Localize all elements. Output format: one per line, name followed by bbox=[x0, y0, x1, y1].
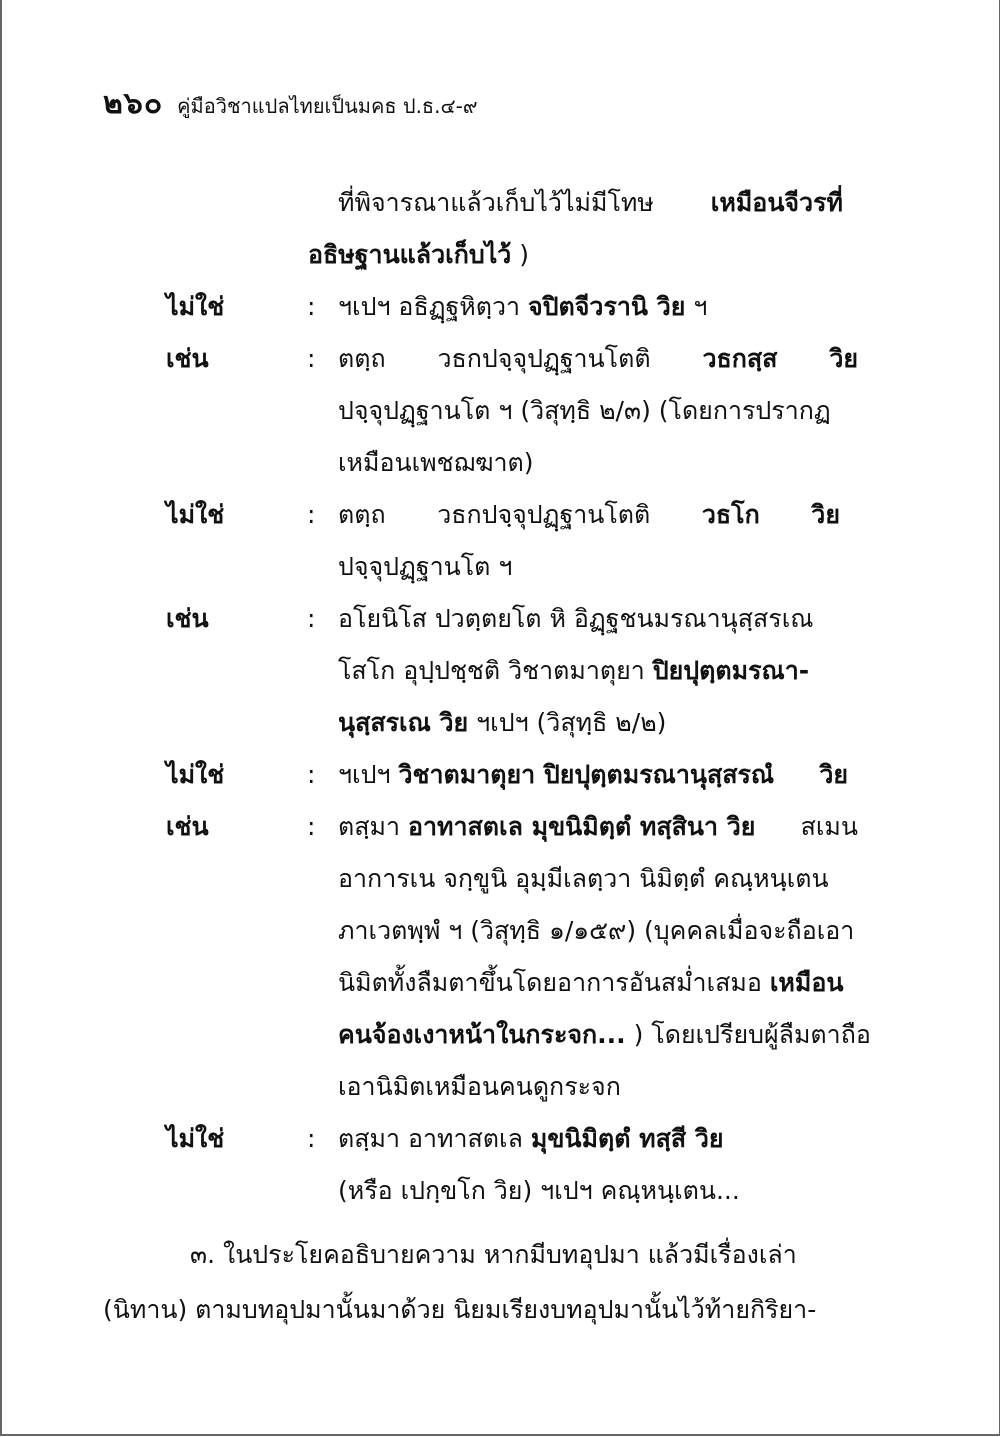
text-segment-bold: อาทาสตเล มุขนิมิตฺตํ ทสฺสินา วิย bbox=[407, 812, 756, 841]
text-segment: วธกปจฺจุปฏฺฐานโตติ bbox=[437, 500, 651, 529]
page-header bbox=[103, 80, 478, 120]
paragraph-line: ๓. ในประโยคอธิบายความ หากมีบทอุปมา แล้วมีเรื่องเล่า bbox=[190, 1240, 797, 1269]
text-segment-bold: วิย bbox=[819, 760, 848, 789]
example-line bbox=[338, 1119, 724, 1163]
text-segment: ตตฺถ bbox=[338, 500, 386, 529]
example-label: เช่น bbox=[166, 812, 209, 841]
text-segment-bold: วิย bbox=[811, 500, 840, 529]
example-line bbox=[338, 1015, 871, 1059]
text-segment-bold: จปิตจีวรานิ วิย bbox=[528, 292, 686, 321]
text-segment: วธกปจฺจุปฏฺฐานโตติ bbox=[437, 344, 651, 373]
example-label: ไม่ใช่ bbox=[166, 1124, 225, 1153]
example-label: เช่น bbox=[166, 344, 209, 373]
text-segment-bold: เหมือน bbox=[769, 968, 844, 997]
intro-line-2 bbox=[308, 235, 529, 279]
example-label: ไม่ใช่ bbox=[166, 760, 225, 789]
example-line: อโยนิโส ปวตฺตยโต หิ อิฏฺฐชนมรณานุสฺสรเณ bbox=[338, 604, 814, 633]
text-segment-bold: คนจ้องเงาหน้าในกระจก... bbox=[338, 1020, 626, 1049]
text-segment-bold: วธโก bbox=[701, 500, 760, 529]
example-line bbox=[338, 651, 809, 695]
text-segment: ที่พิจารณาแล้วเก็บไว้ไม่มีโทษ bbox=[338, 188, 654, 217]
text-segment: ตสฺมา bbox=[338, 812, 408, 841]
text-segment: นิมิตทั้งลืมตาขึ้นโดยอาการอันสม่ำเสมอ bbox=[338, 968, 770, 997]
example-line: ปจฺจุปฏฺฐานโต ฯ bbox=[338, 552, 513, 581]
example-line bbox=[338, 703, 666, 747]
label-colon: : bbox=[307, 292, 316, 321]
text-segment-bold: วิย bbox=[829, 344, 858, 373]
label-colon: : bbox=[307, 1124, 316, 1153]
text-segment: ฯเปฯ อธิฏฺฐหิตฺวา bbox=[338, 292, 529, 321]
example-line: ภาเวตพฺพํ ฯ (วิสุทฺธิ ๑/๑๕๙) (บุคคลเมื่อจะถือเอา bbox=[338, 916, 855, 945]
book-title: คู่มือวิชาแปลไทยเป็นมคธ ป.ธ.๔-๙ bbox=[177, 94, 478, 118]
text-segment: ฯเปฯ bbox=[338, 760, 399, 789]
example-label: เช่น bbox=[166, 604, 209, 633]
text-segment: ) bbox=[511, 240, 530, 269]
example-line bbox=[338, 963, 843, 1007]
text-segment-bold: วิชาตมาตุยา ปิยปุตฺตมรณานุสฺสรณํ bbox=[398, 760, 775, 789]
example-line: (หรือ เปกฺขโก วิย) ฯเปฯ คณฺหนฺเตน... bbox=[338, 1176, 740, 1205]
example-label: ไม่ใช่ bbox=[166, 500, 225, 529]
example-line: อาการเน จกฺขูนิ อุมฺมีเลตฺวา นิมิตฺตํ คณฺหนฺเตน bbox=[338, 864, 829, 893]
label-colon: : bbox=[307, 604, 316, 633]
label-colon: : bbox=[307, 812, 316, 841]
example-line: เหมือนเพชฌฆาต) bbox=[338, 448, 534, 477]
text-segment-bold: อธิษฐานแล้วเก็บไว้ bbox=[308, 240, 512, 269]
example-line: ปจฺจุปฏฺฐานโต ฯ (วิสุทฺธิ ๒/๓) (โดยการปรากฏ bbox=[338, 396, 831, 425]
text-segment: ตตฺถ bbox=[338, 344, 386, 373]
example-line: เอานิมิตเหมือนคนดูกระจก bbox=[338, 1072, 621, 1101]
example-line bbox=[338, 755, 848, 799]
text-segment-bold: วธกสฺส bbox=[702, 344, 778, 373]
example-line bbox=[338, 495, 840, 539]
label-colon: : bbox=[307, 500, 316, 529]
label-colon: : bbox=[307, 344, 316, 373]
example-line bbox=[338, 807, 858, 851]
text-segment-bold: ปิยปุตฺตมรณา- bbox=[652, 656, 810, 685]
example-line bbox=[338, 287, 707, 331]
text-segment: ) โดยเปรียบผู้ลืมตาถือ bbox=[625, 1020, 871, 1049]
text-segment-bold: มุขนิมิตฺตํ ทสฺสี วิย bbox=[530, 1124, 724, 1153]
intro-line-1 bbox=[338, 183, 843, 227]
example-label: ไม่ใช่ bbox=[166, 292, 225, 321]
text-segment-bold: เหมือนจีวรที่ bbox=[710, 188, 843, 217]
label-colon: : bbox=[307, 760, 316, 789]
text-segment: ฯเปฯ (วิสุทฺธิ ๒/๒) bbox=[468, 708, 667, 737]
text-segment: โสโก อุปฺปชฺชติ วิชาตมาตุยา bbox=[338, 656, 653, 685]
text-segment-bold: นุสฺสรเณ วิย bbox=[338, 708, 469, 737]
page-number: ๒๖๐ bbox=[103, 86, 164, 121]
text-segment: ตสฺมา อาทาสตเล bbox=[338, 1124, 531, 1153]
text-segment: ฯ bbox=[685, 292, 708, 321]
text-segment: สเมน bbox=[800, 812, 858, 841]
example-line bbox=[338, 339, 858, 383]
paragraph-line: (นิทาน) ตามบทอุปมานั้นมาด้วย นิยมเรียงบทอุปมานั้นไว้ท้ายกิริยา- bbox=[103, 1295, 817, 1324]
